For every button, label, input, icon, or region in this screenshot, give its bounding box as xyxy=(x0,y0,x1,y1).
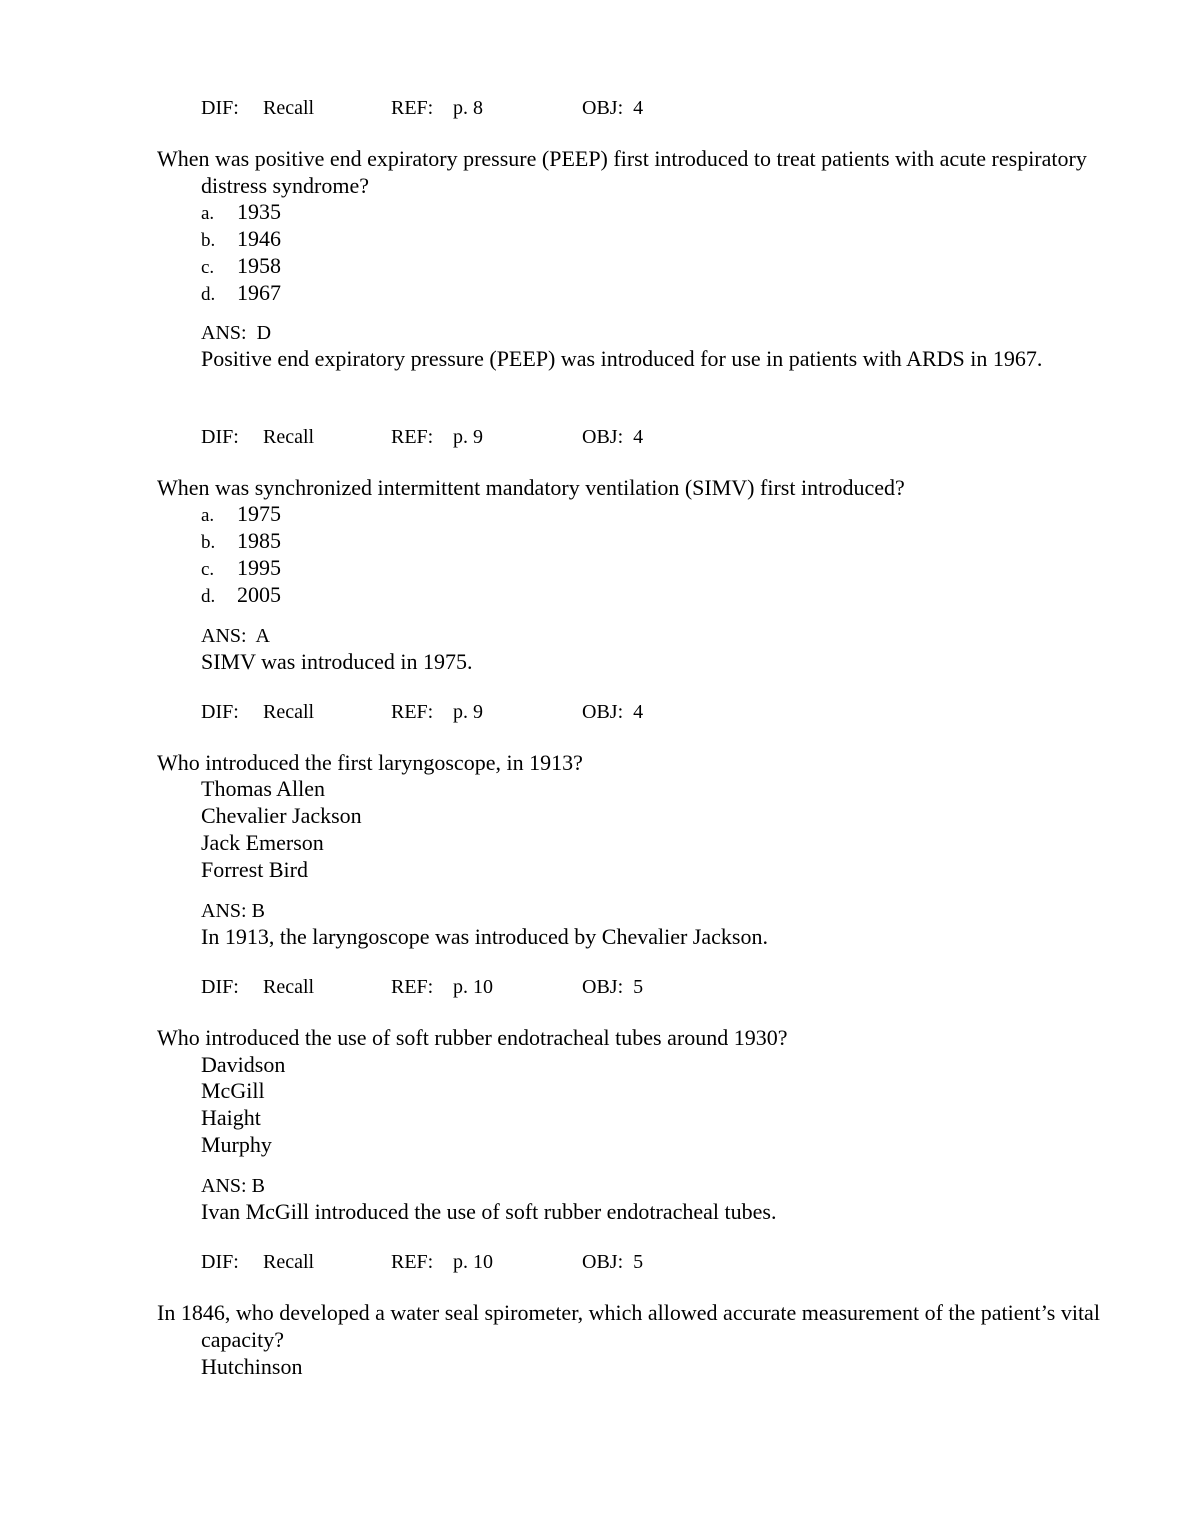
rationale-text: Ivan McGill introduced the use of soft rubber endotracheal tubes. xyxy=(201,1199,777,1224)
answer-key: ANS: B xyxy=(201,900,265,922)
answer-option xyxy=(201,527,281,554)
option-text: 1995 xyxy=(237,555,281,580)
option-text: 1967 xyxy=(237,280,281,305)
option-letter: d. xyxy=(201,284,216,305)
dif-label: DIF: xyxy=(201,1251,239,1273)
option-letter: d. xyxy=(201,586,216,607)
obj-value: OBJ: 4 xyxy=(582,97,644,119)
answer-option: McGill xyxy=(201,1078,265,1103)
answer-option: Hutchinson xyxy=(201,1354,303,1379)
rationale-text: SIMV was introduced in 1975. xyxy=(201,649,473,674)
answer-option: Jack Emerson xyxy=(201,830,324,855)
option-letter: a. xyxy=(201,203,215,224)
question-text: In 1846, who developed a water seal spirometer, which allowed accurate measurement of the patient’s vital capacity? xyxy=(157,1300,1100,1352)
ref-value: p. 10 xyxy=(453,976,493,998)
ref-value: p. 9 xyxy=(453,701,483,723)
dif-value: Recall xyxy=(263,1251,315,1273)
dif-value: Recall xyxy=(263,701,315,723)
option-text: 1958 xyxy=(237,253,281,278)
dif-value: Recall xyxy=(263,976,315,998)
answer-key: ANS: D xyxy=(201,322,272,344)
question-text: Who introduced the first laryngoscope, in 1913? xyxy=(157,750,583,775)
answer-option: Thomas Allen xyxy=(201,776,326,801)
question-metadata xyxy=(201,96,801,120)
ref-value: p. 8 xyxy=(453,97,483,119)
question-text: When was synchronized intermittent mandatory ventilation (SIMV) first introduced? xyxy=(157,475,905,500)
question-text: Who introduced the use of soft rubber endotracheal tubes around 1930? xyxy=(157,1025,788,1050)
ref-label: REF: xyxy=(391,97,434,119)
dif-label: DIF: xyxy=(201,701,239,723)
obj-value: OBJ: 4 xyxy=(582,426,644,448)
answer-option xyxy=(201,554,281,581)
dif-label: DIF: xyxy=(201,97,239,119)
option-text: 1985 xyxy=(237,528,281,553)
answer-option: Haight xyxy=(201,1105,261,1130)
option-letter: b. xyxy=(201,532,216,553)
answer-option xyxy=(201,279,281,306)
question-metadata xyxy=(201,1250,801,1274)
obj-value: OBJ: 4 xyxy=(582,701,644,723)
option-text: 2005 xyxy=(237,582,281,607)
question-metadata xyxy=(201,975,801,999)
dif-label: DIF: xyxy=(201,976,239,998)
rationale-text: Positive end expiratory pressure (PEEP) was introduced for use in patients with ARDS in 1967. xyxy=(201,346,1043,371)
option-letter: b. xyxy=(201,230,216,251)
option-letter: c. xyxy=(201,559,215,580)
answer-option xyxy=(201,581,281,608)
question-metadata xyxy=(201,700,801,724)
answer-key: ANS: A xyxy=(201,625,270,647)
dif-label: DIF: xyxy=(201,426,239,448)
ref-label: REF: xyxy=(391,701,434,723)
answer-option xyxy=(201,500,281,527)
answer-option xyxy=(201,198,281,225)
answer-option xyxy=(201,225,281,252)
ref-value: p. 9 xyxy=(453,426,483,448)
option-letter: a. xyxy=(201,505,215,526)
answer-option: Davidson xyxy=(201,1052,286,1077)
answer-key: ANS: B xyxy=(201,1175,265,1197)
answer-option xyxy=(201,252,281,279)
ref-label: REF: xyxy=(391,426,434,448)
ref-value: p. 10 xyxy=(453,1251,493,1273)
answer-option: Forrest Bird xyxy=(201,857,308,882)
option-letter: c. xyxy=(201,257,215,278)
option-text: 1935 xyxy=(237,199,281,224)
dif-value: Recall xyxy=(263,97,315,119)
question-metadata xyxy=(201,425,801,449)
option-text: 1975 xyxy=(237,501,281,526)
question-text: When was positive end expiratory pressure (PEEP) first introduced to treat patients with acute respiratory distress syndrome? xyxy=(157,146,1087,198)
ref-label: REF: xyxy=(391,976,434,998)
ref-label: REF: xyxy=(391,1251,434,1273)
option-text: 1946 xyxy=(237,226,281,251)
obj-value: OBJ: 5 xyxy=(582,1251,644,1273)
obj-value: OBJ: 5 xyxy=(582,976,644,998)
dif-value: Recall xyxy=(263,426,315,448)
rationale-text: In 1913, the laryngoscope was introduced by Chevalier Jackson. xyxy=(201,924,768,949)
answer-option: Chevalier Jackson xyxy=(201,803,362,828)
answer-option: Murphy xyxy=(201,1132,272,1157)
